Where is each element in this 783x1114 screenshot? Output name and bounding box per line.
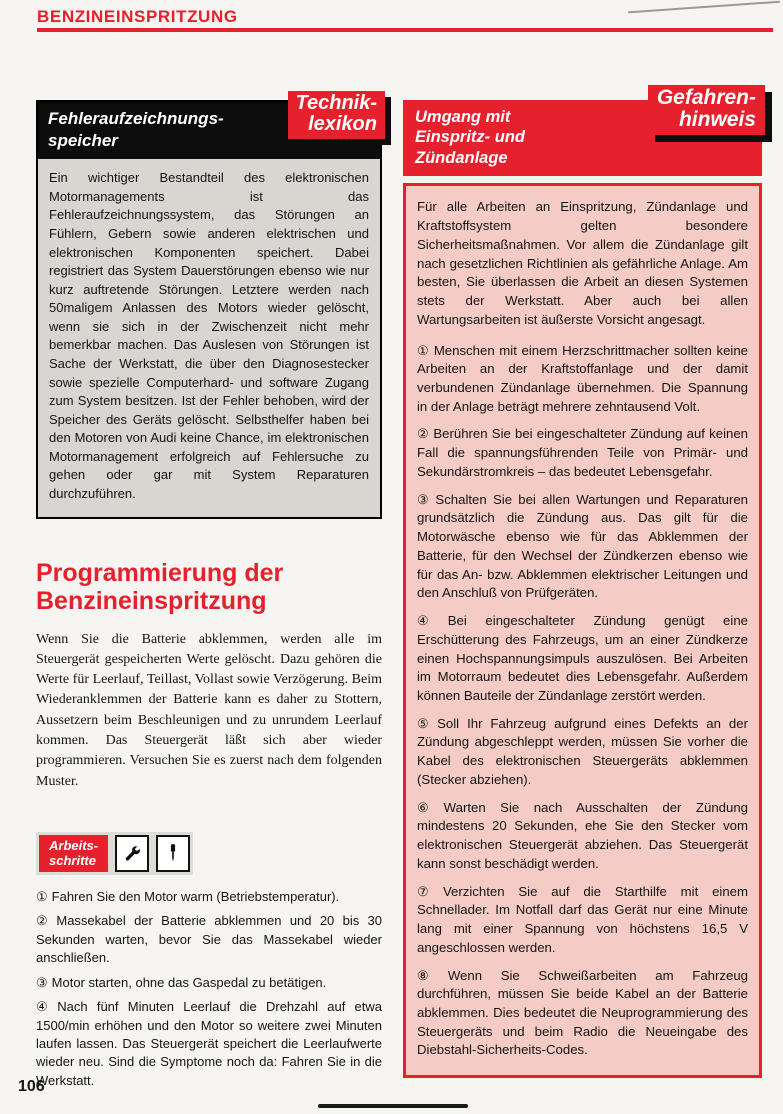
step-number: ④: [36, 999, 54, 1015]
worksteps-badge-line-2: schritte: [49, 852, 96, 868]
page-number: 106: [18, 1078, 45, 1095]
step-number: ③: [36, 974, 48, 990]
step-text: Nach fünf Minuten Leerlauf die Drehzahl auf etwa 1500/min erhöhen und den Motor so weitere zwei Minuten laufen lassen. Das Steuergerät speichert die Leerlaufwerte wieder neu. Sind die Symptome noch da: Fahren Sie in die Werkstatt.: [36, 999, 382, 1088]
workstep-item: [36, 888, 382, 906]
danger-item-text: Berühren Sie bei eingeschalteter Zündung auf keinen Fall die spannungsführenden Teile von Primär- und Sekundärstromkreis – das bedeutet Lebensgefahr.: [417, 426, 748, 479]
danger-item-number: ⑤: [417, 715, 434, 731]
danger-title-line-2: Einspritz- und: [415, 128, 525, 147]
danger-list: [417, 342, 748, 1061]
danger-item-text: Schalten Sie bei allen Wartungen und Reparaturen grundsätzlich die Zündung aus. Das gilt für die Motorwäsche ebenso wie für das Abklemmen der Batterie, für den Wechsel der Zündkerzen ebenso wie für das An- bzw. Abklemmen elektrischer Leitungen und den Anschluß von Prüfgeräten.: [417, 491, 749, 601]
step-number: ②: [36, 913, 53, 929]
workstep-item: [36, 974, 382, 992]
screwdriver-icon: [156, 835, 190, 872]
danger-item-text: Menschen mit einem Herzschrittmacher sollten keine Arbeiten an der Kraftstoffanlage und der damit verbundenen Zündanlage übernehmen. Die Spannung in der Anlage beträgt mehrere zehntausend Volt.: [417, 342, 749, 414]
danger-item-number: ⑧: [417, 967, 444, 983]
danger-item-number: ②: [417, 426, 430, 442]
danger-item: [417, 967, 748, 1061]
step-number: ①: [36, 888, 48, 904]
worksteps-badge: [39, 835, 108, 872]
step-text: Fahren Sie den Motor warm (Betriebstemperatur).: [51, 888, 340, 904]
danger-item: [417, 425, 748, 481]
danger-item: [417, 612, 748, 706]
danger-item: [417, 491, 748, 603]
danger-item-text: Wenn Sie Schweißarbeiten am Fahrzeug durchführen, müssen Sie beide Kabel an der Batterie abklemmen. Dies bedeutet die Neuprogrammierung des Steuergeräts und beim Radio die Neueingabe des Diebstahl-Sicherheits-Codes.: [417, 967, 748, 1058]
right-column: [403, 86, 762, 1078]
danger-item: [417, 799, 748, 874]
danger-item: [417, 342, 748, 417]
scan-artifact-scratch: [628, 1, 780, 14]
danger-item-number: ⑥: [417, 799, 440, 815]
danger-title-line-1: Umgang mit: [415, 108, 511, 126]
danger-item-number: ③: [417, 491, 432, 507]
badge-line-2: lexikon: [308, 113, 377, 135]
header-rule: [37, 28, 773, 32]
programming-heading-line-2: Benzineinspritzung: [36, 586, 267, 615]
danger-intro: Für alle Arbeiten an Einspritzung, Zündanlage und Kraftstoffsystem gelten besondere Sicherheitsmaßnahmen. Vor allem die Zündanlage gilt nach gesetzlichen Richtlinien als gefährliche Anlage. Am besten, Sie überlassen die Arbeit an diesen Systemen stets der Werkstatt. Aber auch bei allen Wartungsarbeiten ist äußerste Vorsicht angesagt.: [417, 199, 748, 327]
danger-panel: [403, 183, 762, 1078]
programming-heading: [36, 559, 382, 615]
technik-lexikon-badge: [288, 91, 386, 139]
worksteps-badge-line-1: Arbeits-: [49, 837, 99, 853]
danger-item-number: ①: [417, 342, 430, 358]
step-text: Massekabel der Batterie abklemmen und 20 bis 30 Sekunden warten, bevor Sie das Massekabel wieder anschließen.: [36, 913, 383, 966]
danger-item-text: Warten Sie nach Ausschalten der Zündung mindestens 20 Sekunden, ehe Sie den Stecker vom elektronischen Steuergerät abziehen. Das Steuergerät kann sonst beschädigt werden.: [417, 799, 748, 871]
badge-line-1: Technik-: [295, 92, 377, 114]
left-column: [36, 92, 383, 1096]
page-header-title: BENZINEINSPRITZUNG: [37, 7, 238, 26]
danger-item-text: Soll Ihr Fahrzeug aufgrund eines Defekts an der Zündung abgeschleppt werden, müssen Sie vorher die Kabel des elektronischen Steuergeräts abklemmen (Stecker abziehen).: [417, 715, 748, 787]
programming-heading-line-1: Programmierung der: [36, 558, 284, 587]
badge-line-2: hinweis: [678, 108, 756, 132]
badge-line-1: Gefahren-: [656, 86, 756, 109]
danger-item-text: Bei eingeschalteter Zündung genügt eine Erschütterung des Fahrzeugs, um an einer Zündkerze einen Hochspannungsimpuls auszulösen. Bei Arbeiten im Motorraum bedeutet dies Lebensgefahr. Außerdem können Bauteile der Zündanlage zerstört werden.: [417, 613, 748, 703]
technik-title-line-2: speicher: [48, 131, 118, 151]
danger-item: [417, 883, 748, 958]
danger-item: [417, 715, 748, 790]
technik-lexikon-box: [36, 92, 382, 519]
technik-box-body: Ein wichtiger Bestandteil des elektronischen Motormanagements ist das Fehleraufzeichnungssystem, das Störungen an Fühlern, Gebern sowie anderen elektrischen und elektronischen Komponenten speichert. Dabei registriert das System Dauerstörungen ebenso wie nur kurz auftretende Störungen. Letztere werden nach 50maligem Anlassen des Motors wieder gelöscht, wenn sie sich in der Zwischenzeit nicht mehr bemerkbar machen. Das Auslesen von Störungen ist Sache der Werkstatt, die über den Diagnosestecker sowie spezielle Computerhard- und software Zugang zum System besitzen. Ist der Fehler behoben, wird der Speicher des Geräts gelöscht. Selbsthelfer haben bei den Motoren von Audi keine Chance, im elektronischen Motormanagement erfolgreich auf Fehlersuche zu gehen oder gar mit System Reparaturen durchzuführen.: [49, 170, 369, 502]
worksteps-header: [36, 832, 193, 875]
danger-badge: [648, 85, 765, 135]
technik-title-line-1: Fehleraufzeichnungs-: [48, 109, 224, 128]
scan-artifact-smudge: [318, 1104, 468, 1108]
danger-item-number: ④: [417, 613, 444, 629]
programming-paragraph: Wenn Sie die Batterie abklemmen, werden alle im Steuergerät gespeicherten Werte gelöscht. Dazu gehören die Werte für Leerlauf, Teillast, Vollast sowie Verzögerung. Beim Wiederanklemmen der Batterie kann es daher zu Stottern, Aussetzern beim Beschleunigen und zu unrundem Leerlauf kommen. Das Steuergerät läßt sich aber wieder programmieren. Versuchen Sie es zuerst nach dem folgenden Muster.: [36, 631, 382, 789]
workstep-item: [36, 998, 382, 1090]
step-text: Motor starten, ohne das Gaspedal zu betätigen.: [51, 974, 327, 990]
danger-title-line-3: Zündanlage: [415, 148, 508, 167]
worksteps-list: [36, 888, 382, 1091]
wrench-icon: [115, 835, 149, 872]
danger-title-box: [403, 86, 762, 176]
danger-item-number: ⑦: [417, 883, 439, 899]
workstep-item: [36, 912, 382, 967]
danger-item-text: Verzichten Sie auf die Starthilfe mit einem Schnellader. Im Notfall darf das Gerät nur eine Minute lang mit einer Spannung von höchstens 16,5 V angeschlossen werden.: [417, 883, 748, 955]
